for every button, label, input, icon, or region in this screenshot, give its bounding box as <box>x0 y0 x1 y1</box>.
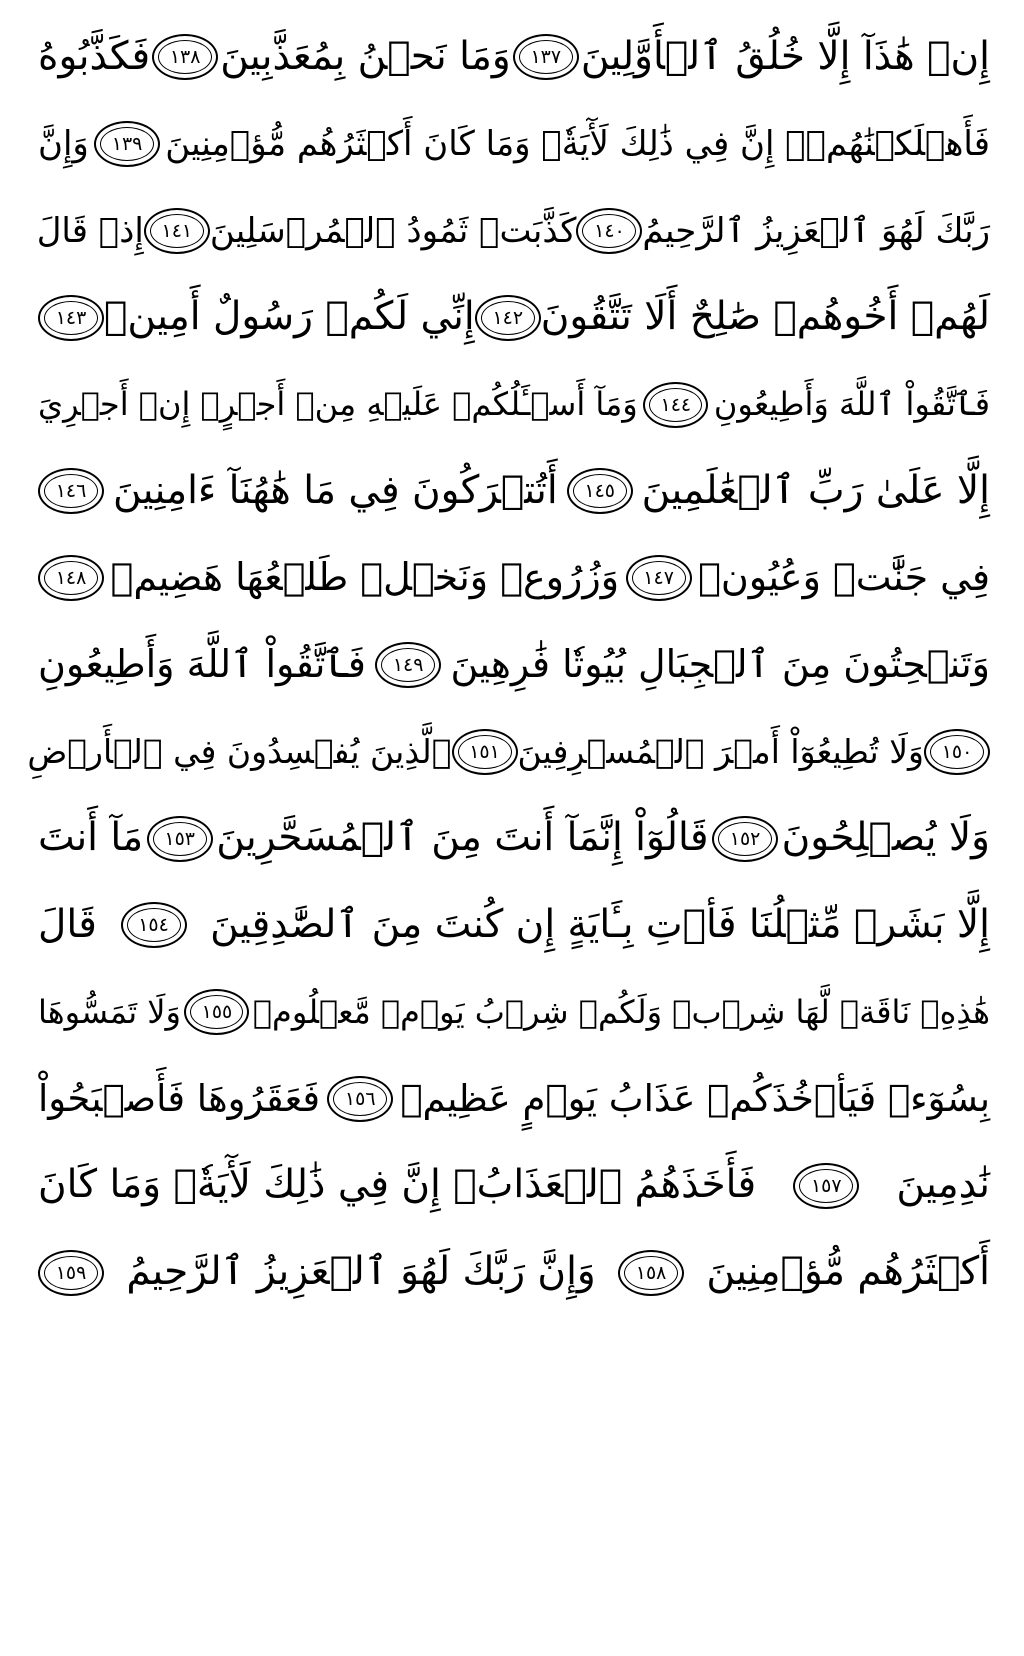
verse-text: فَعَقَرُوهَا فَأَصۡبَحُواْ <box>38 1076 321 1120</box>
verse-text: هَٰذِهِۦ نَاقَةٞ لَّهَا شِرۡبٞ وَلَكُمۡ شِرۡبُ يَوۡمٖ مَّعۡلُومٖ <box>252 992 990 1031</box>
verse-text: وَلَا يُصۡلِحُونَ <box>781 815 990 861</box>
verse-text: وَزُرُوعٖ وَنَخۡلٖ طَلۡعُهَا هَضِيمٞ <box>110 555 620 600</box>
ayah-number: ١٥٧ <box>810 1174 842 1197</box>
verse-text: رَبَّكَ لَهُوَ ٱلۡعَزِيزُ ٱلرَّحِيمُ <box>642 210 990 251</box>
ayah-number: ١٤٥ <box>584 480 615 503</box>
ayah-number-marker <box>793 1163 859 1209</box>
ayah-number: ١٥٣ <box>164 827 195 850</box>
verse-text: إِذۡ قَالَ <box>36 210 144 251</box>
verse-text: لَهُمۡ أَخُوهُمۡ صَٰلِحٌ أَلَا تَتَّقُونَ <box>540 294 990 340</box>
verse-text: قَالُوٓاْ إِنَّمَآ أَنتَ مِنَ ٱلۡمُسَحَّرِينَ <box>216 815 709 861</box>
verse-line <box>38 882 990 969</box>
verse-text: مَآ أَنتَ <box>38 815 144 861</box>
verse-line <box>38 969 990 1056</box>
verse-line <box>38 1142 990 1229</box>
ayah-number-marker <box>94 121 160 167</box>
ayah-number: ١٥٩ <box>55 1261 87 1284</box>
verse-text: قَالَ <box>38 901 97 947</box>
verse-line <box>38 795 990 882</box>
ayah-number-marker <box>147 816 213 862</box>
ayah-number-marker <box>924 729 990 775</box>
ayah-number: ١٣٨ <box>169 46 201 69</box>
verse-text: فَكَذَّبُوهُ <box>38 34 151 79</box>
verse-line <box>38 622 990 709</box>
verse-line <box>27 708 990 795</box>
ayah-number-marker <box>38 1250 104 1296</box>
ayah-number-marker <box>144 208 210 254</box>
verse-line <box>38 535 990 622</box>
ayah-number-marker <box>513 34 579 80</box>
verse-text: إِنِّي لَكُمۡ رَسُولٌ أَمِينٞ <box>104 294 475 340</box>
verse-line <box>38 14 990 101</box>
ayah-number-marker <box>576 208 642 254</box>
ayah-number-marker <box>618 1250 684 1296</box>
verse-text: أَتُتۡرَكُونَ فِي مَا هَٰهُنَآ ءَامِنِينَ <box>112 467 558 513</box>
ayah-number-marker <box>626 555 692 601</box>
ayah-number: ١٥١ <box>469 740 500 763</box>
ayah-number-marker <box>38 555 104 601</box>
ayah-number: ١٥٢ <box>729 827 761 850</box>
ayah-number-marker <box>38 295 104 341</box>
ayah-number: ١٤٩ <box>392 653 424 676</box>
verse-text: إِلَّا عَلَىٰ رَبِّ ٱلۡعَٰلَمِينَ <box>641 467 990 513</box>
verse-text: بِسُوٓءٖ فَيَأۡخُذَكُمۡ عَذَابُ يَوۡمٍ عَظِيمٖ <box>400 1076 990 1120</box>
ayah-number-marker <box>121 902 187 948</box>
verse-text: وَمَآ أَسۡـَٔلُكُمۡ عَلَيۡهِ مِنۡ أَجۡرٍۖ إِنۡ أَجۡرِيَ <box>38 385 638 424</box>
verse-line <box>38 101 990 188</box>
ayah-number-marker <box>475 295 541 341</box>
verse-text: فَأَخَذَهُمُ ٱلۡعَذَابُۚ إِنَّ فِي ذَٰلِكَ لَأٓيَةٗۖ وَمَا كَانَ <box>38 1162 757 1208</box>
verse-line <box>38 1056 990 1143</box>
ayah-number-marker <box>184 989 249 1035</box>
ayah-number: ١٤٦ <box>55 480 87 503</box>
ayah-number-marker <box>643 382 708 428</box>
verse-text: نَٰدِمِينَ <box>896 1162 990 1208</box>
ayah-number: ١٣٩ <box>111 133 143 156</box>
verse-text: وَمَا نَحۡنُ بِمُعَذَّبِينَ <box>220 34 511 79</box>
ayah-number: ١٥٥ <box>201 1001 233 1024</box>
verse-text: فِي جَنَّٰتٖ وَعُيُونٖ <box>698 555 990 600</box>
ayah-number: ١٤٣ <box>55 306 87 329</box>
verse-text: وَإِنَّ <box>38 123 89 164</box>
ayah-number: ١٥٦ <box>344 1087 376 1110</box>
verse-line <box>38 448 990 535</box>
verse-line <box>38 188 990 275</box>
ayah-number-marker <box>567 468 633 514</box>
ayah-number: ١٥٨ <box>635 1261 667 1284</box>
verse-text: وَإِنَّ رَبَّكَ لَهُوَ ٱلۡعَزِيزُ ٱلرَّحِيمُ <box>126 1249 596 1295</box>
verse-text: إِلَّا بَشَرٞ مِّثۡلُنَا فَأۡتِ بِـَٔايَةٍ إِن كُنتَ مِنَ ٱلصَّٰدِقِينَ <box>210 901 990 947</box>
ayah-number-marker <box>452 729 518 775</box>
ayah-number: ١٤١ <box>161 219 193 242</box>
ayah-number: ١٤٤ <box>660 393 692 416</box>
verse-text: وَلَا تُطِيعُوٓاْ أَمۡرَ ٱلۡمُسۡرِفِينَ <box>517 731 924 771</box>
ayah-number: ١٤٢ <box>492 306 524 329</box>
verse-text: فَٱتَّقُواْ ٱللَّهَ وَأَطِيعُونِ <box>713 385 990 424</box>
verse-text: فَٱتَّقُواْ ٱللَّهَ وَأَطِيعُونِ <box>38 642 366 687</box>
ayah-number-marker <box>38 468 104 514</box>
verse-lines <box>27 14 990 1316</box>
verse-text: وَتَنۡحِتُونَ مِنَ ٱلۡجِبَالِ بُيُوتٗا فَٰرِهِينَ <box>450 642 990 687</box>
ayah-number: ١٥٠ <box>941 740 973 763</box>
verse-text: كَذَّبَتۡ ثَمُودُ ٱلۡمُرۡسَلِينَ <box>209 210 577 251</box>
ayah-number: ١٣٧ <box>530 46 562 69</box>
verse-text: أَكۡثَرُهُم مُّؤۡمِنِينَ <box>706 1249 990 1295</box>
ayah-number-marker <box>152 34 218 80</box>
ayah-number-marker <box>375 642 441 688</box>
ayah-number: ١٥٤ <box>138 914 169 937</box>
ayah-number-marker <box>327 1076 393 1122</box>
ayah-number: ١٤٠ <box>594 219 625 242</box>
ayah-number: ١٤٧ <box>643 567 674 590</box>
verse-text: إِنۡ هَٰذَآ إِلَّا خُلُقُ ٱلۡأَوَّلِينَ <box>580 34 990 79</box>
ayah-number-marker <box>712 816 778 862</box>
ayah-number: ١٤٨ <box>55 567 87 590</box>
verse-line <box>38 1229 990 1316</box>
verse-line <box>38 274 990 361</box>
verse-text: وَلَا تَمَسُّوهَا <box>38 992 181 1031</box>
verse-text: ٱلَّذِينَ يُفۡسِدُونَ فِي ٱلۡأَرۡضِ <box>27 731 452 771</box>
verse-line <box>38 361 990 448</box>
verse-text: فَأَهۡلَكۡنَٰهُمۡۚ إِنَّ فِي ذَٰلِكَ لَأٓيَةٗۖ وَمَا كَانَ أَكۡثَرُهُم مُّؤۡمِنِينَ <box>165 123 990 164</box>
